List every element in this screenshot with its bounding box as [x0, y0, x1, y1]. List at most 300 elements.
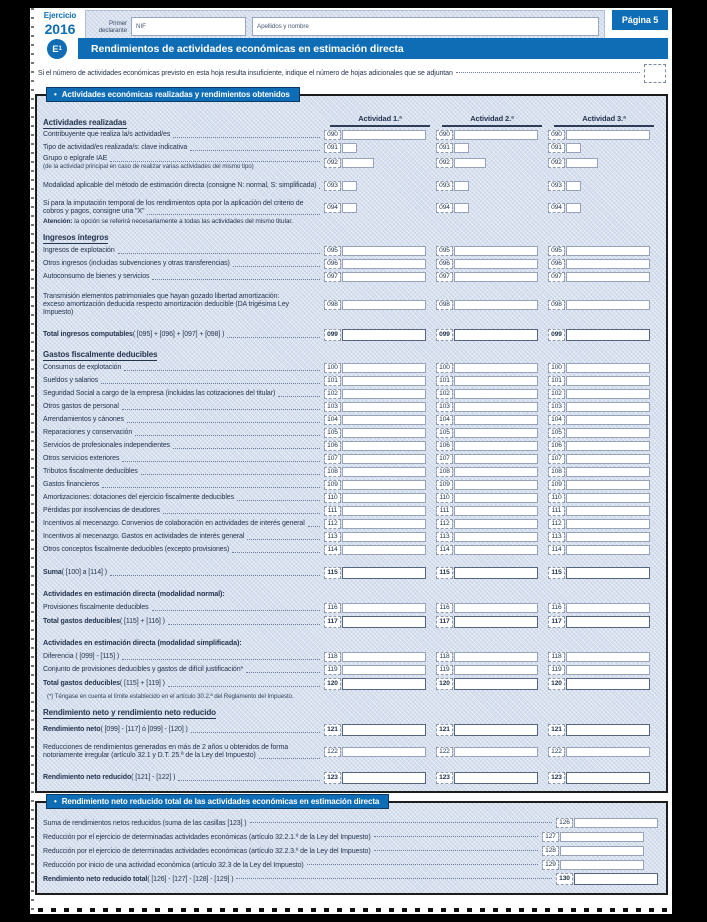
field-112-col3[interactable]	[566, 519, 650, 529]
row-label-rest: ( [121] - [122] )	[131, 774, 176, 781]
field-106-col1[interactable]	[342, 441, 426, 451]
form-row-107	[43, 453, 662, 465]
field-118-col2[interactable]	[454, 652, 538, 662]
field-122-col2[interactable]	[454, 747, 538, 757]
field-116-col2[interactable]	[454, 603, 538, 613]
code-box-121-col2: 121	[436, 724, 453, 736]
leader-dots	[374, 850, 538, 851]
column-slot-1	[324, 467, 436, 477]
field-108-col1[interactable]	[342, 467, 426, 477]
code-box-093-col1: 093	[324, 181, 341, 191]
row-label-text: Amortizaciones: dotaciones del ejercicio fiscalmente deducibles	[43, 494, 234, 501]
row-label-text: exceso amortización deducida respecto amortización deducible (DA trigésima Ley Impuesto)	[43, 301, 289, 316]
field-117-col2[interactable]	[454, 616, 538, 628]
column-slot-3	[548, 329, 660, 341]
field-098-col2[interactable]	[454, 300, 538, 310]
row-label-line	[43, 403, 324, 411]
code-box-104-col1: 104	[324, 415, 341, 425]
row-label-text: Reducción por inicio de una actividad económica (artículo 32.3 de la Ley del Impuesto)	[43, 861, 304, 869]
column-slot-2	[436, 724, 548, 736]
row-columns	[324, 376, 662, 386]
form-row-119	[43, 664, 662, 676]
nif-input[interactable]	[131, 17, 246, 36]
row-sublabel: (de la actividad principal en caso de realizar varias actividades del mismo tipo)	[43, 163, 254, 170]
field-121-col2[interactable]	[454, 724, 538, 736]
column-slot-3	[548, 428, 660, 438]
row-label	[43, 618, 324, 626]
row-columns	[324, 665, 662, 675]
field-098-col3[interactable]	[566, 300, 650, 310]
row-label-text: Total gastos deducibles	[43, 618, 120, 625]
form-row-100	[43, 362, 662, 374]
field-093-col3[interactable]	[566, 181, 581, 191]
form-row-090	[43, 129, 662, 141]
field-099-col2[interactable]	[454, 329, 538, 341]
leader-dots	[124, 370, 320, 371]
column-slot-2	[436, 428, 548, 438]
code-box-095-col3: 095	[548, 246, 565, 256]
code-box-115-col2: 115	[436, 567, 453, 579]
field-092-col2[interactable]	[454, 158, 486, 168]
footnote: (*) Téngase en cuenta el límite establecido en el artículo 30.2.ª del Reglamento del Impuesto.	[47, 693, 294, 700]
code-box-101-col2: 101	[436, 376, 453, 386]
column-slot-2	[436, 329, 548, 341]
field-103-col3[interactable]	[566, 402, 650, 412]
row-label-line	[43, 247, 324, 255]
leader-dots	[319, 188, 320, 189]
column-slot-3	[548, 181, 660, 191]
column-slot-3	[548, 545, 660, 555]
code-box-109-col1: 109	[324, 480, 341, 490]
field-119-col1[interactable]	[342, 665, 426, 675]
row-label	[43, 481, 324, 489]
row-label-line	[43, 301, 324, 317]
group-heading-text: Gastos fiscalmente deducibles	[43, 350, 158, 359]
form-row-091	[43, 142, 662, 154]
row-label	[43, 455, 324, 463]
form-row-126	[43, 817, 662, 829]
row-label-text: Reducciones de rendimientos generados en más de 2 años u obtenidos de forma	[43, 744, 289, 751]
field-107-col3[interactable]	[566, 454, 650, 464]
code-box-121-col1: 121	[324, 724, 341, 736]
field-102-col1[interactable]	[342, 389, 426, 399]
field-119-col3[interactable]	[566, 665, 650, 675]
field-118-col1[interactable]	[342, 652, 426, 662]
row-columns	[324, 652, 662, 662]
field-092-col3[interactable]	[566, 158, 598, 168]
row-label	[43, 377, 324, 385]
field-120-col3[interactable]	[566, 678, 650, 690]
column-slot-3	[548, 363, 660, 373]
field-122-col1[interactable]	[342, 747, 426, 757]
section-code-badge	[47, 39, 67, 59]
field-111-col1[interactable]	[342, 506, 426, 516]
row-label-line	[43, 666, 324, 674]
code-box-118-col3: 118	[548, 652, 565, 662]
column-slot-1	[324, 428, 436, 438]
form-row-128	[43, 845, 662, 857]
column-slot-1	[324, 203, 436, 213]
field-113-col3[interactable]	[566, 532, 650, 542]
form-row-127	[43, 831, 662, 843]
row-label-text: Conjunto de provisiones deducibles y gastos de difícil justificación*	[43, 666, 244, 673]
row-label-text: Reducción por el ejercicio de determinadas actividades económicas (artículo 32.2.3.º de la Ley del Impuesto)	[43, 847, 371, 855]
row-label-text: Rendimiento neto	[43, 726, 101, 733]
field-121-col1[interactable]	[342, 724, 426, 736]
code-box-114-col3: 114	[548, 545, 565, 555]
field-108-col2[interactable]	[454, 467, 538, 477]
field-099-col3[interactable]	[566, 329, 650, 341]
field-097-col3[interactable]	[566, 272, 650, 282]
code-box-103-col3: 103	[548, 402, 565, 412]
row-label-text: Ingresos de explotación	[43, 247, 115, 254]
row-columns	[324, 130, 662, 140]
code-box-100-col3: 100	[548, 363, 565, 373]
code-box-127: 127	[542, 832, 559, 842]
field-112-col1[interactable]	[342, 519, 426, 529]
field-123-col2[interactable]	[454, 772, 538, 784]
column-slot-1	[324, 747, 436, 757]
field-104-col3[interactable]	[566, 415, 650, 425]
field-092-col1[interactable]	[342, 158, 374, 168]
row-columns	[324, 454, 662, 464]
column-slot-2	[436, 652, 548, 662]
code-box-110-col2: 110	[436, 493, 453, 503]
field-109-col1[interactable]	[342, 480, 426, 490]
row-columns	[324, 329, 662, 341]
column-slot-3	[548, 415, 660, 425]
form-title: Rendimientos de actividades económicas en estimación directa	[78, 38, 668, 59]
code-box-094-col2: 094	[436, 203, 453, 213]
code-box-092-col2: 092	[436, 158, 453, 168]
row-label-text: Si para la imputación temporal de los rendimientos opta por la aplicación del criterio de	[43, 200, 304, 207]
column-slot-2	[436, 181, 548, 191]
code-box-130: 130	[556, 873, 573, 885]
column-slot-2	[436, 519, 548, 529]
code-box-113-col2: 113	[436, 532, 453, 542]
code-box-116-col2: 116	[436, 603, 453, 613]
column-slot-1	[324, 181, 436, 191]
row-label-line	[43, 182, 324, 190]
row-label	[43, 155, 324, 170]
code-box-110-col3: 110	[548, 493, 565, 503]
code-box-093-col2: 093	[436, 181, 453, 191]
field-126[interactable]	[574, 818, 658, 828]
field-114-col3[interactable]	[566, 545, 650, 555]
row-label-text: Pérdidas por insolvencias de deudores	[43, 507, 160, 514]
field-100-col2[interactable]	[454, 363, 538, 373]
form-row-101	[43, 375, 662, 387]
code-box-108-col2: 108	[436, 467, 453, 477]
field-090-col3[interactable]	[566, 130, 650, 140]
leader-dots	[227, 337, 320, 338]
row-label	[43, 182, 324, 190]
field-105-col3[interactable]	[566, 428, 650, 438]
column-header-3: Actividad 3.ª	[548, 114, 660, 127]
column-slot-1	[324, 724, 436, 736]
section1-header	[46, 87, 300, 102]
row-label-text: Suma	[43, 569, 62, 576]
surname-input[interactable]	[252, 17, 599, 36]
field-116-col1[interactable]	[342, 603, 426, 613]
row-label-line	[43, 507, 324, 515]
field-093-col2[interactable]	[454, 181, 469, 191]
row-label	[43, 533, 324, 541]
field-091-col2[interactable]	[454, 143, 469, 153]
column-slot-2	[436, 389, 548, 399]
field-115-col3[interactable]	[566, 567, 650, 579]
field-113-col1[interactable]	[342, 532, 426, 542]
column-slot-3	[548, 665, 660, 675]
row-label-line	[43, 273, 324, 281]
field-095-col3[interactable]	[566, 246, 650, 256]
field-119-col2[interactable]	[454, 665, 538, 675]
row-label	[43, 200, 324, 216]
code-box-106-col3: 106	[548, 441, 565, 451]
sub-heading: Actividades en estimación directa (modalidad normal):	[43, 589, 225, 598]
code-box-112-col1: 112	[324, 519, 341, 529]
code-box-120-col1: 120	[324, 678, 341, 690]
row-columns	[324, 567, 662, 579]
field-111-col3[interactable]	[566, 506, 650, 516]
field-104-col1[interactable]	[342, 415, 426, 425]
field-106-col2[interactable]	[454, 441, 538, 451]
field-107-col2[interactable]	[454, 454, 538, 464]
field-091-col1[interactable]	[342, 143, 357, 153]
row-label-line	[43, 390, 324, 398]
row-label-line	[43, 653, 324, 661]
field-094-col1[interactable]	[342, 203, 357, 213]
code-box-102-col3: 102	[548, 389, 565, 399]
leader-dots	[122, 461, 320, 462]
field-102-col3[interactable]	[566, 389, 650, 399]
row-label	[43, 403, 324, 411]
field-095-col1[interactable]	[342, 246, 426, 256]
field-118-col3[interactable]	[566, 652, 650, 662]
field-109-col2[interactable]	[454, 480, 538, 490]
field-103-col2[interactable]	[454, 402, 538, 412]
field-120-col2[interactable]	[454, 678, 538, 690]
code-box-092-col3: 092	[548, 158, 565, 168]
field-104-col2[interactable]	[454, 415, 538, 425]
field-100-col3[interactable]	[566, 363, 650, 373]
field-113-col2[interactable]	[454, 532, 538, 542]
row-label	[43, 293, 324, 317]
code-box-097-col2: 097	[436, 272, 453, 282]
section-total	[35, 797, 668, 895]
field-128[interactable]	[560, 846, 644, 856]
row-label	[43, 569, 324, 577]
leader-dots	[118, 253, 320, 254]
leader-dots	[122, 409, 320, 410]
row-label-text: Diferencia ( [099] - [115] )	[43, 653, 120, 660]
field-107-col1[interactable]	[342, 454, 426, 464]
column-slot-1	[324, 363, 436, 373]
leader-dots	[190, 150, 320, 151]
column-slot-3	[548, 389, 660, 399]
row-label	[43, 390, 324, 398]
field-127[interactable]	[560, 832, 644, 842]
field-105-col2[interactable]	[454, 428, 538, 438]
field-102-col2[interactable]	[454, 389, 538, 399]
field-123-col1[interactable]	[342, 772, 426, 784]
field-106-col3[interactable]	[566, 441, 650, 451]
field-108-col3[interactable]	[566, 467, 650, 477]
columns-header-row	[43, 114, 662, 127]
field-111-col2[interactable]	[454, 506, 538, 516]
code-box-094-col3: 094	[548, 203, 565, 213]
code-box-129: 129	[542, 860, 559, 870]
row-label-line	[43, 546, 324, 554]
column-slot-1	[324, 402, 436, 412]
additional-sheets-checkbox[interactable]	[644, 64, 666, 83]
field-120-col1[interactable]	[342, 678, 426, 690]
row-columns	[324, 506, 662, 516]
field-129[interactable]	[560, 860, 644, 870]
form-row-094	[43, 200, 662, 216]
field-095-col2[interactable]	[454, 246, 538, 256]
form-row-092	[43, 155, 662, 170]
group-heading	[43, 350, 662, 359]
leader-dots	[110, 575, 320, 576]
column-slot-3	[548, 567, 660, 579]
row-label-line	[43, 377, 324, 385]
field-130[interactable]	[574, 873, 658, 885]
field-091-col3[interactable]	[566, 143, 581, 153]
field-114-col1[interactable]	[342, 545, 426, 555]
field-096-col1[interactable]	[342, 259, 426, 269]
field-097-col2[interactable]	[454, 272, 538, 282]
field-090-col2[interactable]	[454, 130, 538, 140]
group-heading	[43, 233, 662, 242]
code-box-092-col1: 092	[324, 158, 341, 168]
field-123-col3[interactable]	[566, 772, 650, 784]
row-label-line	[43, 131, 324, 139]
top-header	[30, 8, 672, 86]
code-box-107-col3: 107	[548, 454, 565, 464]
code-box-113-col1: 113	[324, 532, 341, 542]
field-103-col1[interactable]	[342, 402, 426, 412]
section-number: 1	[58, 46, 62, 52]
field-116-col3[interactable]	[566, 603, 650, 613]
field-101-col3[interactable]	[566, 376, 650, 386]
row-columns	[324, 519, 662, 529]
code-box-117-col1: 117	[324, 616, 341, 628]
field-101-col2[interactable]	[454, 376, 538, 386]
leader-dots	[135, 435, 320, 436]
paper	[30, 8, 672, 914]
row-label	[43, 520, 324, 528]
field-094-col3[interactable]	[566, 203, 581, 213]
column-header-2: Actividad 2.ª	[436, 114, 548, 127]
code-box-090-col1: 090	[324, 130, 341, 140]
field-121-col3[interactable]	[566, 724, 650, 736]
row-label-line	[43, 774, 324, 782]
group-heading	[43, 708, 662, 717]
code-box-107-col1: 107	[324, 454, 341, 464]
field-110-col2[interactable]	[454, 493, 538, 503]
column-slot-1	[324, 454, 436, 464]
field-117-col3[interactable]	[566, 616, 650, 628]
code-box-099-col2: 099	[436, 329, 453, 341]
row-label-text: Tipo de actividad/es realizada/s: clave indicativa	[43, 144, 188, 151]
field-114-col2[interactable]	[454, 545, 538, 555]
field-101-col1[interactable]	[342, 376, 426, 386]
leader-dots	[178, 780, 320, 781]
form-row-106	[43, 440, 662, 452]
code-box-106-col2: 106	[436, 441, 453, 451]
field-110-col1[interactable]	[342, 493, 426, 503]
field-097-col1[interactable]	[342, 272, 426, 282]
row-columns	[324, 678, 662, 690]
field-115-col1[interactable]	[342, 567, 426, 579]
code-box-090-col2: 090	[436, 130, 453, 140]
field-110-col3[interactable]	[566, 493, 650, 503]
field-100-col1[interactable]	[342, 363, 426, 373]
code-box-108-col3: 108	[548, 467, 565, 477]
column-slot-2	[436, 772, 548, 784]
code-box-109-col3: 109	[548, 480, 565, 490]
row-columns	[324, 428, 662, 438]
field-112-col2[interactable]	[454, 519, 538, 529]
row-columns	[324, 158, 662, 168]
column-slot-2	[436, 246, 548, 256]
column-slot-1	[324, 376, 436, 386]
row-columns	[324, 272, 662, 282]
field-122-col3[interactable]	[566, 747, 650, 757]
column-slot-1	[324, 519, 436, 529]
row-label-text: Reparaciones y conservación	[43, 429, 133, 436]
row-columns	[324, 747, 662, 757]
column-slot-3	[548, 246, 660, 256]
field-098-col1[interactable]	[342, 300, 426, 310]
field-090-col1[interactable]	[342, 130, 426, 140]
field-105-col1[interactable]	[342, 428, 426, 438]
leader-dots	[247, 539, 320, 540]
column-slot-3	[548, 259, 660, 269]
code-box-105-col1: 105	[324, 428, 341, 438]
row-label-line	[43, 293, 324, 301]
column-slot-3	[548, 747, 660, 757]
code-box-121-col3: 121	[548, 724, 565, 736]
row-columns	[324, 300, 662, 310]
code-box-095-col1: 095	[324, 246, 341, 256]
field-099-col1[interactable]	[342, 329, 426, 341]
field-115-col2[interactable]	[454, 567, 538, 579]
row-label	[43, 604, 324, 612]
code-box-096-col1: 096	[324, 259, 341, 269]
code-box-111-col2: 111	[436, 506, 453, 516]
field-093-col1[interactable]	[342, 181, 357, 191]
form-row-102	[43, 388, 662, 400]
field-096-col2[interactable]	[454, 259, 538, 269]
attention-lead: Atención:	[43, 218, 73, 225]
field-109-col3[interactable]	[566, 480, 650, 490]
column-slot-1	[324, 678, 436, 690]
row-label-line	[43, 200, 324, 208]
field-096-col3[interactable]	[566, 259, 650, 269]
code-box-120-col2: 120	[436, 678, 453, 690]
leader-dots	[141, 474, 320, 475]
column-slot-2	[436, 506, 548, 516]
code-box-109-col2: 109	[436, 480, 453, 490]
code-box-097-col1: 097	[324, 272, 341, 282]
field-094-col2[interactable]	[454, 203, 469, 213]
field-117-col1[interactable]	[342, 616, 426, 628]
code-box-103-col2: 103	[436, 402, 453, 412]
column-slot-2	[436, 441, 548, 451]
column-slot-3	[548, 143, 660, 153]
